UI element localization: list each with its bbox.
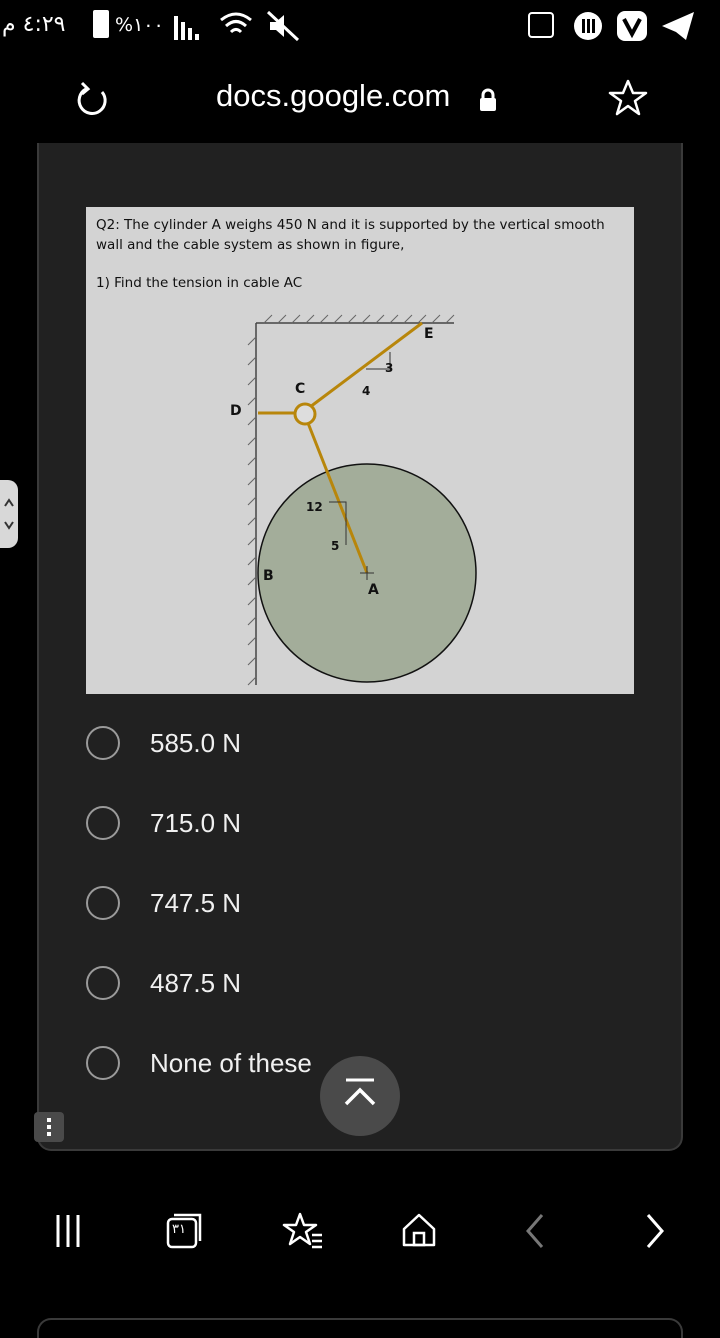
option-label: None of these	[150, 1048, 312, 1078]
option-label: 585.0 N	[150, 728, 242, 758]
scroll-top-icon	[320, 1056, 400, 1136]
label-C: C	[295, 381, 306, 397]
option-3[interactable]	[86, 884, 486, 928]
status-bar	[0, 0, 720, 50]
slope-CE-run: 4	[362, 384, 371, 398]
tabs-count: ٣١	[172, 1222, 186, 1237]
option-label: 487.5 N	[150, 968, 242, 998]
option-4[interactable]	[86, 964, 486, 1008]
viber-icon	[616, 10, 648, 42]
app-notification-icon	[572, 10, 604, 42]
label-A: A	[368, 582, 379, 598]
forward-arrow-icon[interactable]	[640, 1211, 670, 1251]
slope-CE-rise: 3	[385, 361, 394, 375]
url-field[interactable]: docs.google.com	[216, 78, 451, 113]
radio-button[interactable]	[86, 806, 120, 840]
question-text: Q2: The cylinder A weighs 450 N and it is supported by the vertical smooth wall and the cable system as shown in figure,	[96, 217, 605, 253]
more-options-button[interactable]	[34, 1112, 64, 1142]
option-2[interactable]	[86, 804, 486, 848]
reload-icon[interactable]	[72, 80, 112, 120]
bottom-navigation	[0, 1183, 720, 1280]
home-icon[interactable]	[400, 1211, 438, 1249]
scroll-to-top-button[interactable]	[320, 1056, 400, 1136]
radio-button[interactable]	[86, 1046, 120, 1080]
option-label: 715.0 N	[150, 808, 242, 838]
option-label: 747.5 N	[150, 888, 242, 918]
recent-apps-icon[interactable]	[52, 1211, 86, 1251]
option-5[interactable]	[86, 1044, 486, 1088]
mute-icon	[266, 10, 300, 42]
expand-arrows-icon	[0, 480, 18, 548]
slope-AC-run: 5	[331, 539, 340, 553]
label-D: D	[230, 403, 242, 419]
clock: ٤:٢٩ م	[2, 12, 66, 37]
option-1[interactable]	[86, 724, 486, 768]
tabs-button[interactable]	[166, 1213, 204, 1249]
screenshot-icon	[528, 12, 554, 38]
lock-icon	[478, 88, 498, 112]
radio-button[interactable]	[86, 966, 120, 1000]
label-B: B	[263, 568, 274, 584]
browser-toolbar	[0, 50, 720, 144]
next-card	[37, 1318, 683, 1338]
label-E: E	[424, 326, 434, 342]
question-subpart: 1) Find the tension in cable AC	[96, 275, 303, 291]
battery-level: %١٠٠	[115, 14, 164, 36]
bookmark-star-icon[interactable]	[608, 78, 648, 118]
bookmarks-icon[interactable]	[282, 1211, 324, 1251]
question-image	[86, 207, 634, 694]
signal-icon	[172, 12, 206, 42]
battery-icon	[93, 10, 109, 38]
radio-button[interactable]	[86, 726, 120, 760]
statics-figure	[86, 207, 634, 694]
more-vertical-icon	[34, 1112, 64, 1142]
back-arrow-icon[interactable]	[520, 1211, 550, 1251]
wifi-icon	[218, 8, 254, 42]
edge-panel-handle[interactable]	[0, 480, 18, 548]
slope-AC-rise: 12	[306, 500, 323, 514]
radio-button[interactable]	[86, 886, 120, 920]
telegram-icon	[660, 10, 696, 42]
